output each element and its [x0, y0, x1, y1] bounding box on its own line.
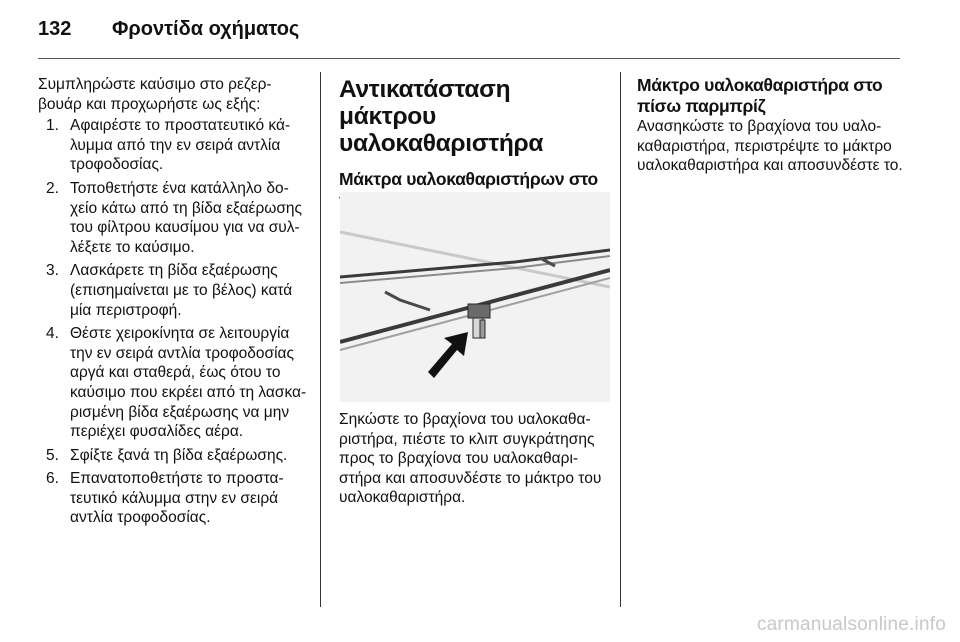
step-text: Τοποθετήστε ένα κατάλληλο δο-χείο κάτω από τη βίδα εξαέρωσης του φίλτρου καυσίμου για να συλ-λέξετε το καύσιμο.	[70, 179, 303, 256]
intro-paragraph: Συμπληρώστε καύσιμο στο ρεζερ-βουάρ και προχωρήστε ως εξής:	[38, 76, 272, 113]
section-heading: Αντικατάσταση μάκτρου υαλοκαθαριστήρα	[339, 76, 544, 157]
figure-caption: Σηκώστε το βραχίονα του υαλοκαθα-ριστήρα, πιέστε το κλιπ συγκράτησης προς το βραχίονα του υαλοκαθαρι-στήρα και αποσυνδέστε το μάκτρο του υαλοκαθαριστήρα.	[339, 411, 602, 507]
step-text: Επανατοποθετήστε το προστα-τευτικό κάλυμμα στην εν σειρά αντλία τροφοδοσίας.	[70, 470, 284, 527]
step-text: Αφαιρέστε το προστατευτικό κά-λυμμα από την εν σειρά αντλία τροφοδοσίας.	[70, 117, 291, 174]
step-text: Θέστε χειροκίνητα σε λειτουργία την εν σειρά αντλία τροφοδοσίας αργά και σταθερά, έως ότου το καύσιμο που εκρέει από τη λασκα-ρισμένη βίδα εξαέρωσης να μην περιέχει φυσαλίδες αέρα.	[70, 325, 307, 441]
watermark: carmanualsonline.info	[756, 614, 946, 635]
step-item	[38, 179, 310, 257]
column-rear-wiper	[637, 75, 907, 176]
step-number: 4.	[46, 325, 59, 343]
step-item	[38, 261, 310, 320]
column-fuel-bleeding	[38, 75, 310, 532]
step-number: 5.	[46, 446, 59, 464]
step-item	[38, 324, 310, 442]
page-number: 132	[38, 18, 72, 40]
step-number: 6.	[46, 470, 59, 488]
column-windscreen-wiper	[339, 76, 611, 211]
step-number: 1.	[46, 117, 59, 135]
column-divider-right	[620, 72, 621, 607]
steps-list	[38, 116, 310, 528]
step-text: Σφίξτε ξανά τη βίδα εξαέρωσης.	[70, 446, 288, 464]
step-item	[38, 116, 310, 175]
rear-wiper-text: Ανασηκώστε το βραχίονα του υαλο-καθαριστήρα, περιστρέψτε το μάκτρο υαλοκαθαριστήρα και αποσυνδέστε το.	[637, 118, 903, 175]
step-item	[38, 446, 310, 466]
header-rule	[38, 58, 900, 59]
step-text: Λασκάρετε τη βίδα εξαέρωσης (επισημαίνεται με το βέλος) κατά μία περιστροφή.	[70, 262, 293, 319]
step-number: 2.	[46, 179, 59, 197]
wiper-blade-illustration	[340, 192, 610, 402]
page-title: Φροντίδα οχήματος	[112, 18, 300, 40]
wiper-blade-drawing	[340, 192, 610, 402]
step-item	[38, 469, 310, 528]
column-divider-left	[320, 72, 321, 607]
subsection-heading-rear-window: Μάκτρο υαλοκαθαριστήρα στο πίσω παρμπρίζ	[637, 75, 883, 116]
subsection-heading-windscreen: Μάκτρα υαλοκαθαριστήρων στο	[339, 169, 598, 189]
step-number: 3.	[46, 262, 59, 280]
